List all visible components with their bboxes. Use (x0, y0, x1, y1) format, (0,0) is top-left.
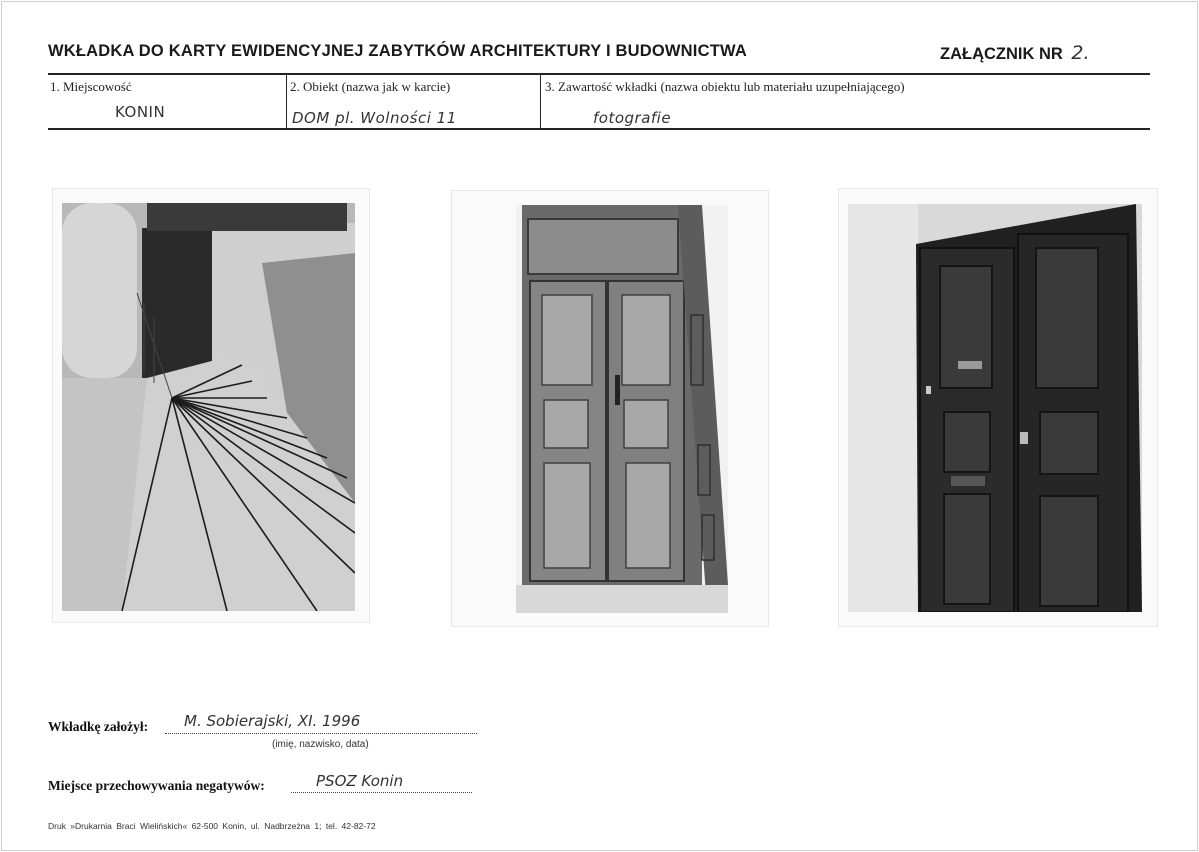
header-rule-top (48, 73, 1150, 75)
photo-door-light (516, 205, 728, 613)
created-by-caption: (imię, nazwisko, data) (272, 739, 369, 750)
created-by-value: M. Sobierajski, XI. 1996 (184, 712, 361, 730)
created-by-label: Wkładkę założył: (48, 719, 149, 734)
field-divider-1 (286, 74, 287, 129)
negatives-value: PSOZ Konin (316, 772, 404, 790)
annex-number (940, 42, 1090, 64)
object-value: DOM pl. Wolności 11 (292, 109, 457, 127)
locality-label: 1. Miejscowość (50, 79, 132, 94)
contents-label: 3. Zawartość wkładki (nazwa obiektu lub materiału uzupełniającego) (545, 79, 905, 94)
contents-value: fotografie (593, 109, 672, 127)
door-light-photo-image (516, 205, 728, 613)
field-divider-2 (540, 74, 541, 129)
negatives-label: Miejsce przechowywania negatywów: (48, 778, 265, 793)
header-rule-bottom (48, 128, 1150, 130)
annex-number-value: 2. (1071, 42, 1090, 64)
photo-staircase (62, 203, 355, 611)
staircase-photo-image (62, 203, 355, 611)
locality-value: KONIN (115, 103, 166, 121)
object-label: 2. Obiekt (nazwa jak w karcie) (290, 79, 451, 94)
photo-door-dark (848, 204, 1142, 612)
door-dark-photo-image (848, 204, 1142, 612)
document-title: WKŁADKA DO KARTY EWIDENCYJNEJ ZABYTKÓW ARCHITEKTURY I BUDOWNICTWA (48, 42, 747, 60)
printer-imprint: Druk »Drukarnia Braci Wielińskich« 62-500 Konin, ul. Nadbrzeżna 1; tel. 42-82-72 (48, 821, 376, 831)
annex-label: ZAŁĄCZNIK NR (940, 45, 1063, 63)
